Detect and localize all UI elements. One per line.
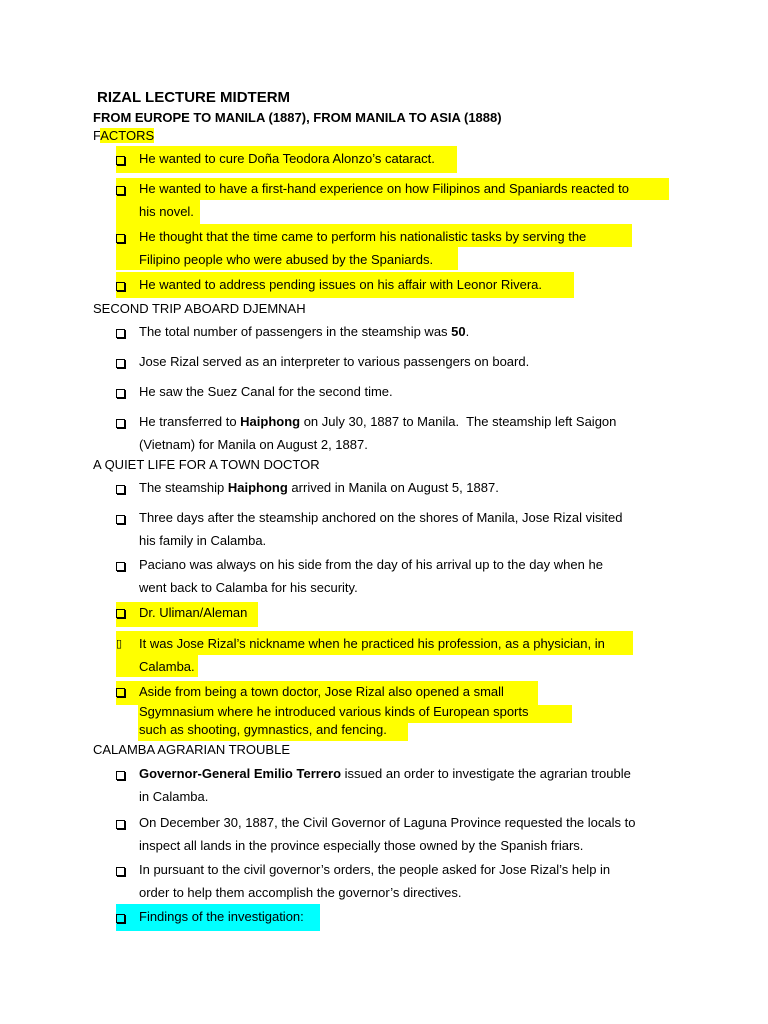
list-item: On December 30, 1887, the Civil Governor of Laguna Province requested the locals to inspect all lands in the province especially those owned by the Spanish friars.	[139, 815, 636, 853]
list-item: Dr. Uliman/Aleman	[139, 605, 248, 620]
checkbox-square-icon	[116, 186, 125, 195]
section-heading: SECOND TRIP ABOARD DJEMNAH	[93, 301, 306, 316]
document-subtitle: FROM EUROPE TO MANILA (1887), FROM MANILA TO ASIA (1888)	[93, 110, 502, 125]
checkbox-square-icon	[116, 485, 125, 494]
checkbox-square-icon	[116, 771, 125, 780]
checkbox-square-icon	[116, 914, 125, 923]
checkbox-square-icon	[116, 688, 125, 697]
checkbox-square-icon	[116, 156, 125, 165]
list-item: Findings of the investigation:	[139, 909, 304, 924]
checkbox-square-icon	[116, 867, 125, 876]
list-item: Paciano was always on his side from the day of his arrival up to the day when he went back to Calamba for his security.	[139, 557, 603, 595]
checkbox-square-icon	[116, 562, 125, 571]
list-item: Aside from being a town doctor, Jose Rizal also opened a small Sgymnasium where he introduced various kinds of European sports such as shooting, gymnastics, and fencing.	[139, 684, 529, 737]
list-item: It was Jose Rizal’s nickname when he practiced his profession, as a physician, in Calamba.	[139, 636, 605, 674]
checkbox-square-icon	[116, 282, 125, 291]
list-item: He wanted to cure Doña Teodora Alonzo’s cataract.	[139, 151, 435, 166]
list-item: Governor-General Emilio Terrero issued an order to investigate the agrarian trouble in Calamba.	[139, 766, 631, 804]
missing-glyph-icon: ▯	[116, 638, 123, 650]
checkbox-square-icon	[116, 515, 125, 524]
checkbox-square-icon	[116, 419, 125, 428]
checkbox-square-icon	[116, 329, 125, 338]
checkbox-square-icon	[116, 609, 125, 618]
list-item: He saw the Suez Canal for the second time.	[139, 384, 393, 399]
list-item: He transferred to Haiphong on July 30, 1887 to Manila. The steamship left Saigon (Vietnam) for Manila on August 2, 1887.	[139, 414, 617, 452]
section-heading-factors	[93, 128, 154, 143]
list-item: He thought that the time came to perform his nationalistic tasks by serving the Filipino people who were abused by the Spaniards.	[139, 229, 587, 267]
checkbox-square-icon	[116, 820, 125, 829]
list-item: Jose Rizal served as an interpreter to various passengers on board.	[139, 354, 530, 369]
list-item: Three days after the steamship anchored on the shores of Manila, Jose Rizal visited his family in Calamba.	[139, 510, 623, 548]
list-item: The total number of passengers in the steamship was 50.	[139, 324, 470, 339]
heading-prefix: F	[93, 128, 101, 143]
section-heading: CALAMBA AGRARIAN TROUBLE	[93, 742, 290, 757]
checkbox-square-icon	[116, 234, 125, 243]
list-item: The steamship Haiphong arrived in Manila on August 5, 1887.	[139, 480, 499, 495]
document-title: RIZAL LECTURE MIDTERM	[97, 89, 291, 106]
checkbox-square-icon	[116, 359, 125, 368]
list-item: He wanted to have a first-hand experience on how Filipinos and Spaniards reacted to his novel.	[139, 181, 629, 219]
checkbox-square-icon	[116, 389, 125, 398]
list-item: He wanted to address pending issues on his affair with Leonor Rivera.	[139, 277, 542, 292]
section-heading: A QUIET LIFE FOR A TOWN DOCTOR	[93, 457, 320, 472]
heading-rest: ACTORS	[100, 128, 155, 143]
list-item: In pursuant to the civil governor’s orders, the people asked for Jose Rizal’s help in order to help them accomplish the governor’s directives.	[139, 862, 611, 900]
